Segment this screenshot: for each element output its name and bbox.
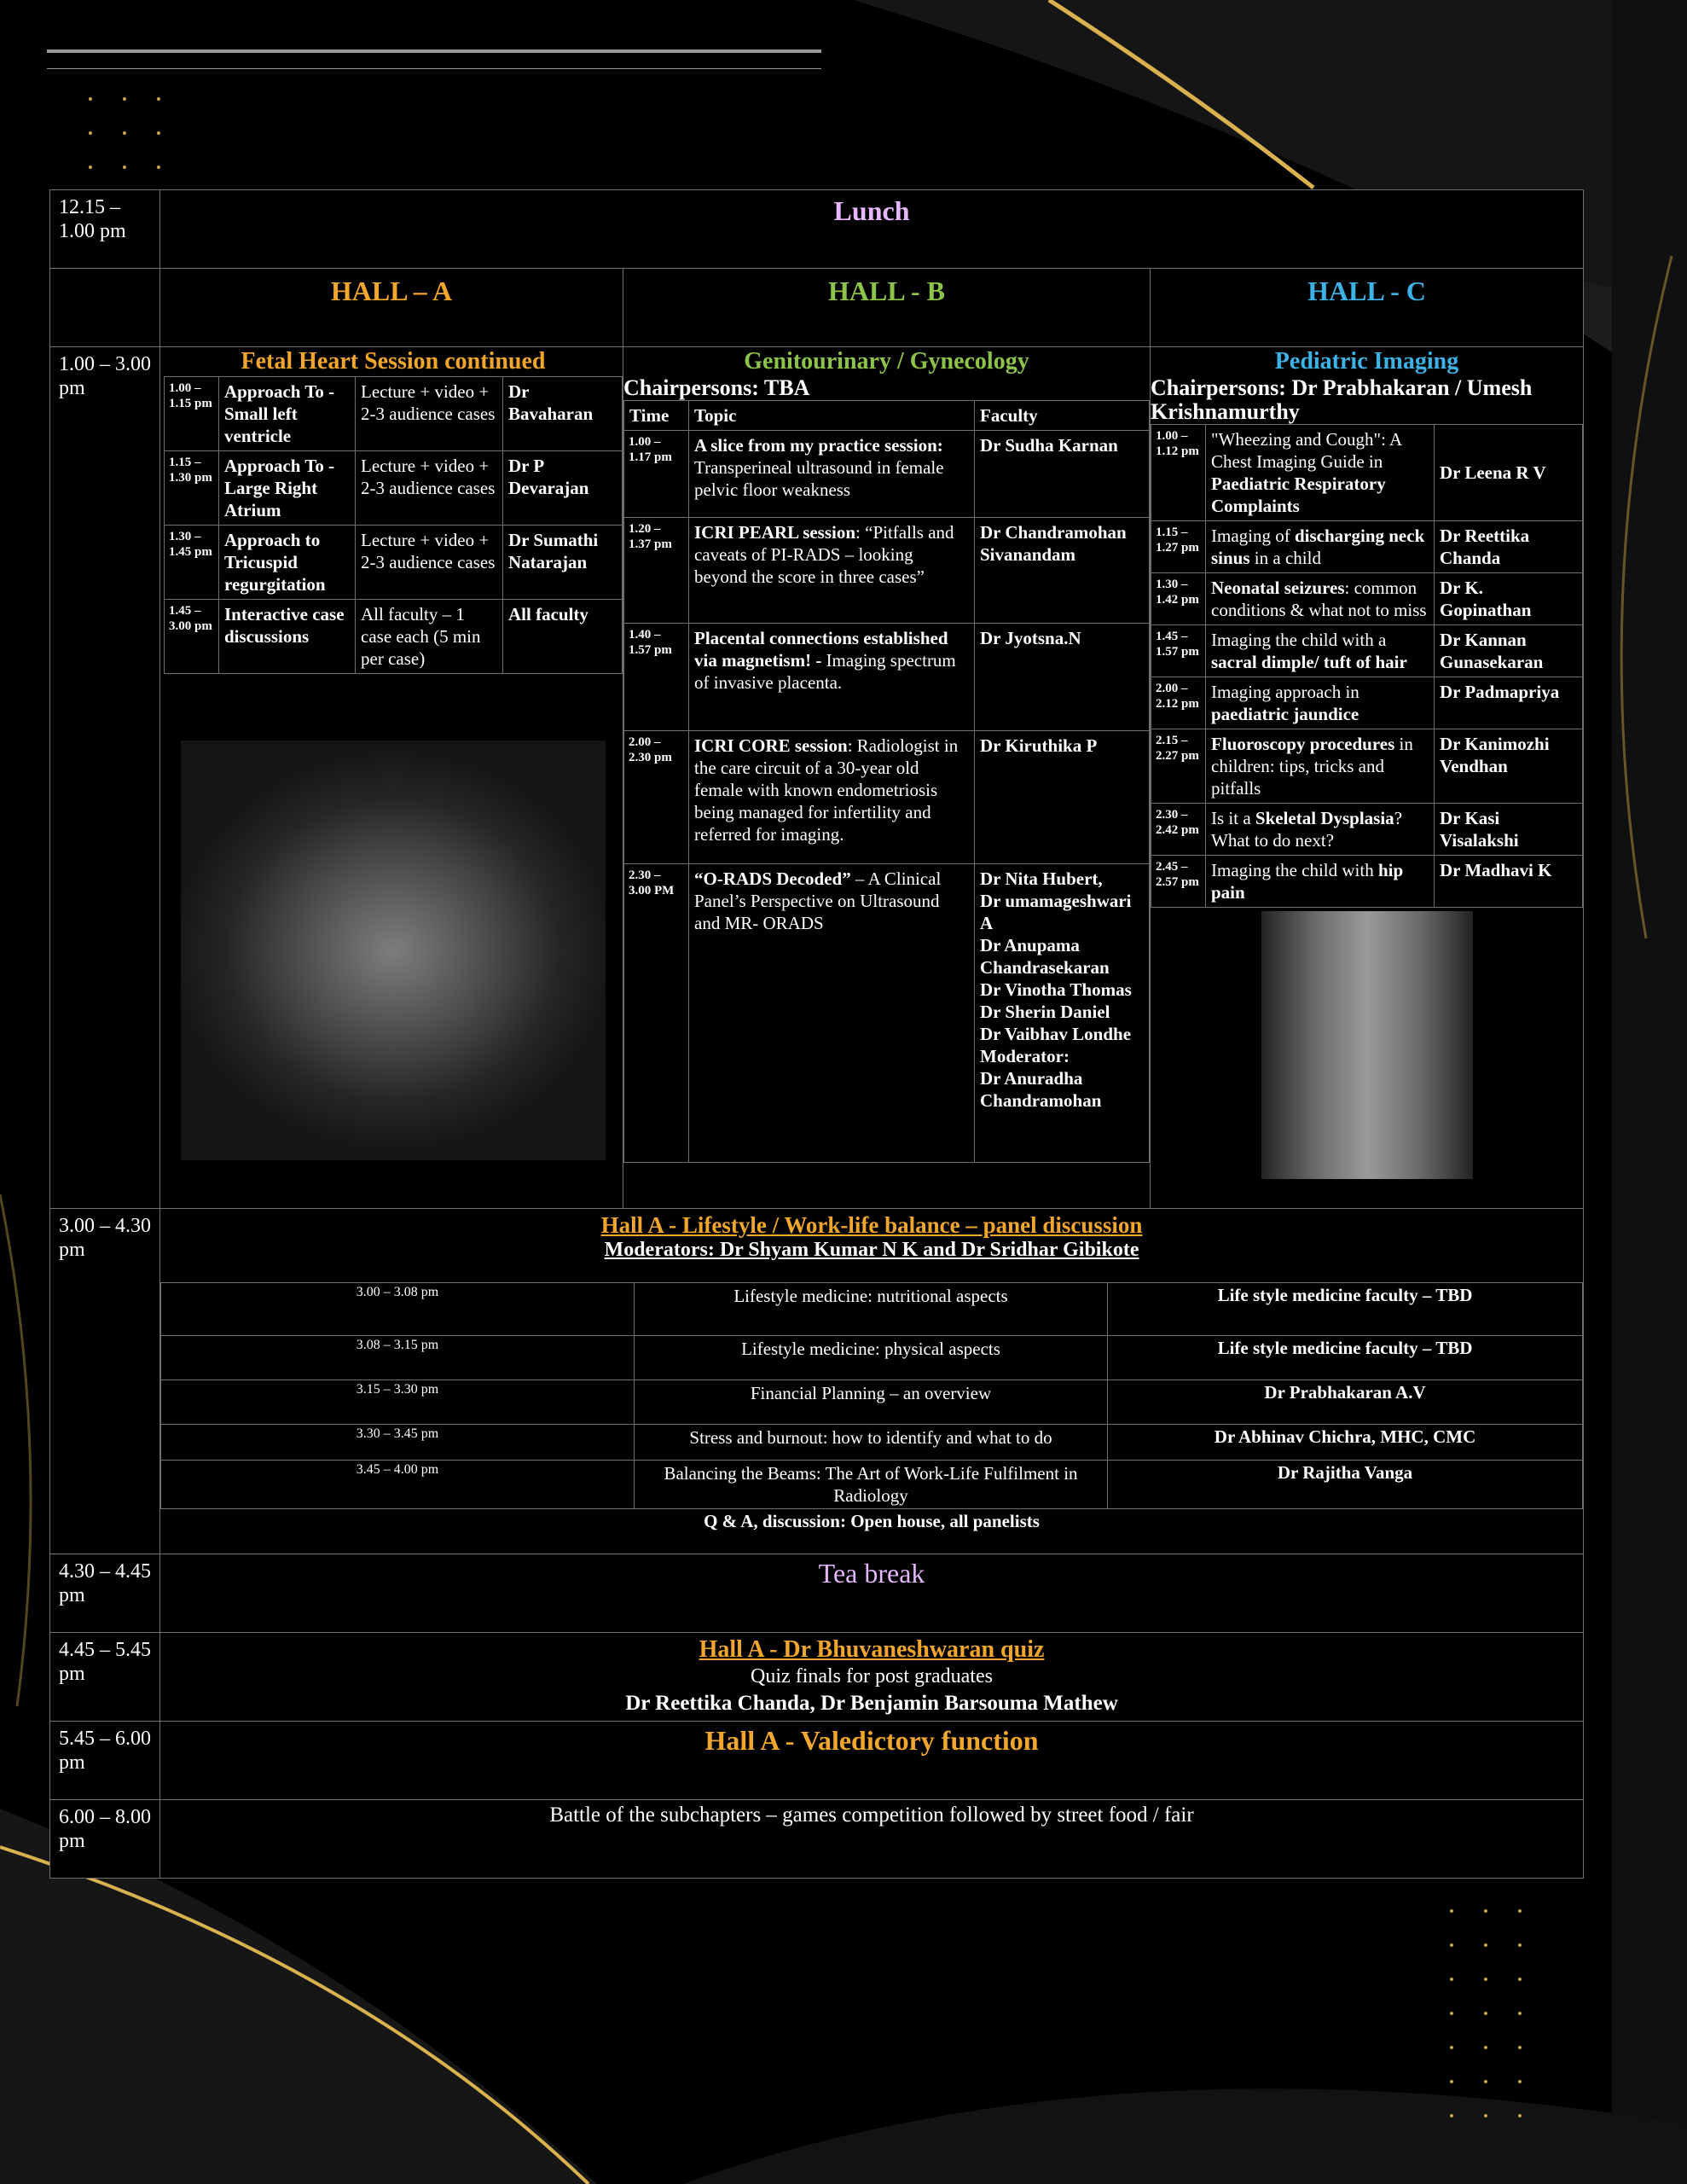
hall-c-row-topic-text: Imaging of — [1211, 526, 1295, 546]
hall-a-row-time: 1.15 – 1.30 pm — [165, 451, 219, 526]
battle-row — [50, 1800, 1584, 1879]
hall-b-header-row — [624, 401, 1150, 431]
tea-label: Tea break — [160, 1554, 1584, 1633]
hall-c-row-faculty: Dr Padmapriya — [1435, 677, 1583, 729]
lifestyle-row-faculty: Life style medicine faculty – TBD — [1108, 1336, 1583, 1380]
hall-c-row-topic-bold: Paediatric Respiratory Complaints — [1211, 473, 1386, 516]
hall-c-row-topic — [1206, 425, 1435, 521]
schedule-table — [49, 189, 1584, 1879]
hall-c-row-faculty: Dr K. Gopinathan — [1435, 573, 1583, 625]
hall-c-row-topic — [1206, 729, 1435, 804]
pediatric-xray-image — [1261, 911, 1473, 1179]
lifestyle-row-topic: Lifestyle medicine: nutritional aspects — [635, 1283, 1108, 1336]
hall-c-row-topic-text: Is it a — [1211, 808, 1255, 828]
hall-b-row-topic — [689, 624, 975, 731]
hall-c-table — [1151, 424, 1583, 908]
hall-b-header: HALL - B — [623, 269, 1151, 347]
hall-a-row-time: 1.45 – 3.00 pm — [165, 600, 219, 674]
hall-c-row-time: 2.00 – 2.12 pm — [1151, 677, 1206, 729]
hall-a-session-title: Fetal Heart Session continued — [241, 348, 546, 375]
quiz-subtitle: Quiz finals for post graduates — [751, 1665, 993, 1687]
lifestyle-row-time: 3.08 – 3.15 pm — [161, 1336, 635, 1380]
lifestyle-table — [160, 1282, 1583, 1509]
hall-c-row-topic-text: Imaging the child with a — [1211, 630, 1387, 650]
hall-c-row-topic-bold: Neonatal seizures — [1211, 578, 1345, 598]
lifestyle-row-topic: Financial Planning – an overview — [635, 1380, 1108, 1425]
hall-c-row-topic — [1206, 856, 1435, 908]
hall-a-row-topic: Approach To - Large Right Atrium — [219, 451, 356, 526]
hall-c-row — [1151, 521, 1583, 573]
hall-a-row-format: Lecture + video + 2-3 audience cases — [356, 451, 503, 526]
hall-c-row — [1151, 425, 1583, 521]
hall-a-header: HALL – A — [160, 269, 623, 347]
hall-c-row-time: 2.30 – 2.42 pm — [1151, 804, 1206, 856]
lifestyle-row-topic: Balancing the Beams: The Art of Work-Life Fulfilment in Radiology — [635, 1461, 1108, 1509]
hall-b-row-topic-bold: ICRI PEARL session — [694, 522, 856, 543]
hall-c-row — [1151, 804, 1583, 856]
hall-b-row-topic — [689, 431, 975, 518]
lunch-label: Lunch — [160, 190, 1584, 269]
hall-a-row — [165, 451, 623, 526]
hall-c-row-faculty: Dr Kasi Visalakshi — [1435, 804, 1583, 856]
lifestyle-time: 3.00 – 4.30 pm — [50, 1209, 160, 1554]
hall-b-row-topic-rest: : “Pitfalls and caveats of PI-RADS – looking beyond the score in three cases” — [694, 522, 954, 587]
lifestyle-row-item — [161, 1461, 1583, 1509]
hall-c-row-time: 1.30 – 1.42 pm — [1151, 573, 1206, 625]
lifestyle-row-item — [161, 1380, 1583, 1425]
hall-c-row-topic-text: in a child — [1249, 548, 1321, 568]
hall-c-row-topic-bold: sacral dimple/ tuft of hair — [1211, 652, 1407, 672]
top-rule-thick — [47, 49, 821, 53]
hall-b-header-time: Time — [624, 401, 689, 431]
lifestyle-row-faculty: Dr Prabhakaran A.V — [1108, 1380, 1583, 1425]
hall-a-table — [164, 376, 623, 674]
hall-b-row-topic — [689, 731, 975, 864]
hall-a-cell — [160, 347, 623, 1209]
hall-b-row-topic-bold: Placental connections established via magnetism! - — [694, 628, 948, 671]
hall-c-row-topic — [1206, 625, 1435, 677]
hall-c-row — [1151, 573, 1583, 625]
hall-b-row — [624, 431, 1150, 518]
valedictory-row — [50, 1722, 1584, 1800]
hall-c-row-topic-text: : common conditions & what not to miss — [1211, 578, 1427, 620]
hall-b-header-topic: Topic — [689, 401, 975, 431]
hall-b-row-time: 1.40 – 1.57 pm — [624, 624, 689, 731]
hall-a-row-topic: Approach to Tricuspid regurgitation — [219, 526, 356, 600]
hall-a-row-time: 1.30 – 1.45 pm — [165, 526, 219, 600]
valedictory-time: 5.45 – 6.00 pm — [50, 1722, 160, 1800]
hall-c-row-faculty: Dr Madhavi K — [1435, 856, 1583, 908]
hall-c-row — [1151, 677, 1583, 729]
hall-b-row — [624, 624, 1150, 731]
hall-c-row-time: 1.45 – 1.57 pm — [1151, 625, 1206, 677]
hall-a-row-topic: Interactive case discussions — [219, 600, 356, 674]
hall-c-row-faculty: Dr Leena R V — [1435, 425, 1583, 521]
hall-c-row-topic-text: Imaging approach in — [1211, 682, 1359, 702]
hall-c-cell — [1151, 347, 1584, 1209]
valedictory-label: Hall A - Valedictory function — [160, 1722, 1584, 1800]
hall-b-row-topic — [689, 518, 975, 624]
hall-c-row-faculty: Dr Reettika Chanda — [1435, 521, 1583, 573]
lifestyle-row-time: 3.15 – 3.30 pm — [161, 1380, 635, 1425]
hall-header-row — [50, 269, 1584, 347]
hall-b-row — [624, 864, 1150, 1163]
lifestyle-row — [50, 1209, 1584, 1554]
hall-c-row — [1151, 856, 1583, 908]
lifestyle-cell — [160, 1209, 1584, 1554]
hall-b-table — [623, 400, 1150, 1163]
lifestyle-row-topic: Lifestyle medicine: physical aspects — [635, 1336, 1108, 1380]
lifestyle-moderators: Moderators: Dr Shyam Kumar N K and Dr Sridhar Gibikote — [604, 1239, 1139, 1261]
lunch-time: 12.15 – 1.00 pm — [50, 190, 160, 269]
quiz-row — [50, 1633, 1584, 1722]
hall-c-row-topic — [1206, 521, 1435, 573]
hall-c-row-topic-bold: Fluoroscopy procedures — [1211, 734, 1395, 754]
lifestyle-row-item — [161, 1336, 1583, 1380]
hall-header-empty — [50, 269, 160, 347]
hall-b-row-topic-rest: – A Clinical Panel’s Perspective on Ultrasound and MR- ORADS — [694, 868, 942, 933]
fetal-mri-image — [181, 741, 606, 1160]
hall-a-row — [165, 377, 623, 451]
hall-b-row-topic-rest: Imaging spectrum of invasive placenta. — [694, 650, 956, 693]
hall-c-row-topic-bold: hip pain — [1211, 860, 1404, 903]
hall-c-row-topic-bold: discharging neck sinus — [1211, 526, 1425, 568]
tea-row — [50, 1554, 1584, 1633]
hall-b-row-topic-rest: : Radiologist in the care circuit of a 30-year old female with known endometriosis being managed for infertility and referred for imaging. — [694, 735, 959, 845]
hall-b-row-time: 1.00 – 1.17 pm — [624, 431, 689, 518]
hall-c-row-topic-bold: Skeletal Dysplasia — [1255, 808, 1394, 828]
hall-c-chairpersons: Chairpersons: Dr Prabhakaran / Umesh Krishnamurthy — [1151, 375, 1533, 424]
hall-c-row-time: 1.15 – 1.27 pm — [1151, 521, 1206, 573]
hall-b-row-faculty: Dr Kiruthika P — [975, 731, 1150, 864]
hall-a-row-faculty: Dr Sumathi Natarajan — [503, 526, 623, 600]
hall-c-row-time: 1.00 – 1.12 pm — [1151, 425, 1206, 521]
battle-time: 6.00 – 8.00 pm — [50, 1800, 160, 1879]
hall-a-row-format: Lecture + video + 2-3 audience cases — [356, 526, 503, 600]
quiz-title: Hall A - Dr Bhuvaneshwaran quiz — [699, 1636, 1045, 1663]
hall-b-row-faculty: Dr Chandramohan Sivanandam — [975, 518, 1150, 624]
lifestyle-row-topic: Stress and burnout: how to identify and what to do — [635, 1425, 1108, 1461]
top-rule-thin — [47, 68, 821, 69]
hall-a-row-faculty: Dr Bavaharan — [503, 377, 623, 451]
hall-b-header-faculty: Faculty — [975, 401, 1150, 431]
hall-c-row-topic — [1206, 677, 1435, 729]
hall-b-row-time: 2.30 – 3.00 PM — [624, 864, 689, 1163]
hall-c-row-topic — [1206, 573, 1435, 625]
lifestyle-row-faculty: Life style medicine faculty – TBD — [1108, 1283, 1583, 1336]
hall-c-row-time: 2.45 – 2.57 pm — [1151, 856, 1206, 908]
hall-a-row — [165, 526, 623, 600]
lifestyle-row-time: 3.30 – 3.45 pm — [161, 1425, 635, 1461]
hall-c-row-topic-text: "Wheezing and Cough": A Chest Imaging Guide in — [1211, 429, 1402, 472]
quiz-names: Dr Reettika Chanda, Dr Benjamin Barsouma Mathew — [625, 1692, 1118, 1715]
lifestyle-row-item — [161, 1283, 1583, 1336]
hall-b-row-faculty: Dr Sudha Karnan — [975, 431, 1150, 518]
hall-c-row-time: 2.15 – 2.27 pm — [1151, 729, 1206, 804]
lifestyle-qa: Q & A, discussion: Open house, all panelists — [704, 1511, 1040, 1531]
lunch-row — [50, 190, 1584, 269]
lifestyle-row-faculty: Dr Rajitha Vanga — [1108, 1461, 1583, 1509]
main-session-row — [50, 347, 1584, 1209]
hall-a-row-time: 1.00 – 1.15 pm — [165, 377, 219, 451]
hall-c-row — [1151, 625, 1583, 677]
hall-c-row — [1151, 729, 1583, 804]
hall-b-row — [624, 731, 1150, 864]
hall-c-row-faculty: Dr Kannan Gunasekaran — [1435, 625, 1583, 677]
hall-c-row-topic-bold: paediatric jaundice — [1211, 704, 1359, 724]
hall-b-row — [624, 518, 1150, 624]
hall-c-row-topic-text: Imaging the child with — [1211, 860, 1378, 880]
hall-c-header: HALL - C — [1151, 269, 1584, 347]
hall-a-row — [165, 600, 623, 674]
hall-b-session-title: Genitourinary / Gynecology — [744, 348, 1029, 375]
hall-c-row-faculty: Dr Kanimozhi Vendhan — [1435, 729, 1583, 804]
hall-c-row-topic — [1206, 804, 1435, 856]
lifestyle-row-time: 3.00 – 3.08 pm — [161, 1283, 635, 1336]
tea-time: 4.30 – 4.45 pm — [50, 1554, 160, 1633]
hall-b-row-time: 1.20 – 1.37 pm — [624, 518, 689, 624]
lifestyle-row-item — [161, 1425, 1583, 1461]
hall-b-cell — [623, 347, 1151, 1209]
main-session-time: 1.00 – 3.00 pm — [50, 347, 160, 1209]
hall-a-row-faculty: Dr P Devarajan — [503, 451, 623, 526]
hall-a-row-topic: Approach To - Small left ventricle — [219, 377, 356, 451]
quiz-cell — [160, 1633, 1584, 1722]
battle-label: Battle of the subchapters – games competition followed by street food / fair — [160, 1800, 1584, 1879]
lifestyle-title: Hall A - Lifestyle / Work-life balance – panel discussion — [600, 1212, 1143, 1238]
lifestyle-row-time: 3.45 – 4.00 pm — [161, 1461, 635, 1509]
hall-b-chairpersons: Chairpersons: TBA — [623, 375, 810, 400]
hall-b-row-time: 2.00 – 2.30 pm — [624, 731, 689, 864]
hall-a-row-format: Lecture + video + 2-3 audience cases — [356, 377, 503, 451]
hall-c-row-topic-text: ? What to do next? — [1211, 808, 1403, 851]
hall-a-row-format: All faculty – 1 case each (5 min per case) — [356, 600, 503, 674]
hall-b-row-topic-bold: “O-RADS Decoded” — [694, 868, 851, 889]
hall-c-session-title: Pediatric Imaging — [1274, 348, 1459, 375]
hall-b-row-topic-bold: A slice from my practice session: — [694, 435, 943, 456]
quiz-time: 4.45 – 5.45 pm — [50, 1633, 160, 1722]
hall-b-row-faculty: Dr Nita Hubert, Dr umamageshwari A Dr Anupama Chandrasekaran Dr Vinotha Thomas Dr Sherin Daniel Dr Vaibhav Londhe Moderator: Dr Anuradha Chandramohan — [975, 864, 1150, 1163]
hall-a-row-faculty: All faculty — [503, 600, 623, 674]
hall-b-row-faculty: Dr Jyotsna.N — [975, 624, 1150, 731]
lifestyle-row-faculty: Dr Abhinav Chichra, MHC, CMC — [1108, 1425, 1583, 1461]
hall-b-row-topic-rest: Transperineal ultrasound in female pelvic floor weakness — [694, 457, 944, 500]
hall-b-row-topic-bold: ICRI CORE session — [694, 735, 848, 756]
hall-b-row-topic — [689, 864, 975, 1163]
hall-c-row-topic-text: in children: tips, tricks and pitfalls — [1211, 734, 1413, 799]
